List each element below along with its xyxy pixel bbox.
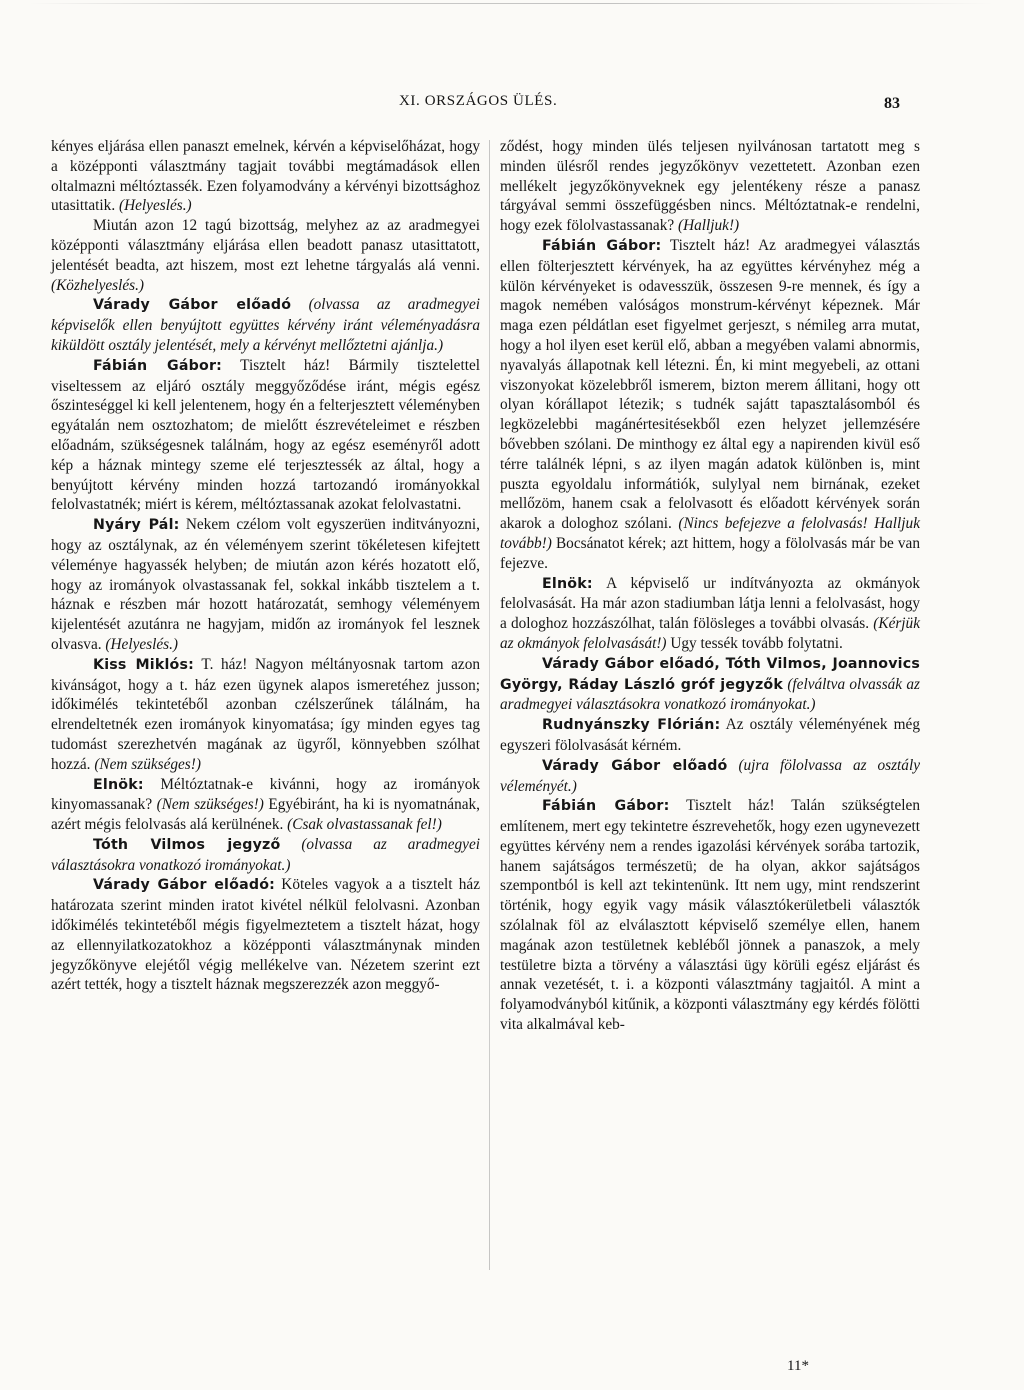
paragraph [51, 875, 480, 995]
speaker-name: Várady Gábor előadó: [93, 877, 276, 894]
paragraph [51, 137, 480, 216]
speech-text: Köteles vagyok a a tisztelt ház határozata szerint minden iratot kivétel nélkül felolvasni. Azonban időkimélés tekintetéből mégis figyelmeztetem a tisztelt házat, hogy az ellennyilatkozatokhoz a középponti választmánynak minden jegyzőkönyve elejétől végig mellékelve van. Nézetem szerint ezt azért tették, hogy a tisztelt háznak megszerezzék azon meggyő- [51, 876, 480, 994]
italic-remark: (Kérjük az okmányok felolvasását!) [500, 615, 920, 652]
speaker-name: Várady Gábor előadó [542, 757, 728, 774]
paragraph [500, 715, 920, 756]
paragraph [500, 796, 920, 1035]
speaker-name: Várady Gábor előadó [93, 297, 292, 314]
italic-remark: (Nem szükséges!) [94, 755, 201, 773]
speaker-name: Elnök: [93, 776, 144, 793]
italic-remark: (Helyeslés.) [105, 635, 179, 653]
right-column [500, 137, 920, 1035]
italic-remark: (olvassa az aradmegyei választásokra vonatkozó irományokat.) [51, 835, 480, 874]
paragraph [500, 756, 920, 797]
speech-text: Az osztály véleményének még egyszeri fölolvasását kérném. [500, 716, 920, 754]
speaker-name: Kiss Miklós: [93, 656, 195, 673]
speaker-name: Fábián Gábor: [542, 237, 662, 254]
speech-text: Tisztelt ház! Az aradmegyei választás ellen fölterjesztett kérvények, ha az együttes kérvényhez még a külön kérvényeket is odavesszük, összesen 9-re mennek, és így a magok nemében valóságos monstrum-kérvényt képeznek. Már maga ezen példátlan eset figyelmet gerjeszt, s némileg arra mutat, hogy a hol ilyen eset kerül elő, abban a megyében valami abnormis, nyavalyás állapotnak kell létezni. Én, ki mint megyebeli, az ottani viszonyokat közelebbről ismerem, bizton merem állitani, hogy ott olyan kórállapot létezik; s tudnék sajátt tapasztalásomból és legközelebbi magánértesitésekből ezen helyzet jellemzésére bővebben szólani. De minthogy ez által egy a napirenden kivül eső térre találnék lépni, s az ilyen magán adatok különben is, mint puszta egyoldalu informátiók, sulylyal nem birnának, ezeket mellőzöm, hanem csak a felolvasott és előadott kérvények során akarok a dologhoz szólani. [500, 236, 920, 533]
paragraph [51, 295, 480, 355]
signature-mark: 11* [787, 1358, 809, 1374]
paragraph [51, 356, 480, 515]
running-title: XI. ORSZÁGOS ÜLÉS. [399, 93, 558, 109]
paragraph [51, 515, 480, 655]
column-divider [489, 140, 490, 1270]
speech-text: T. ház! Nagyon méltányosnak tartom azon kivánságot, hogy a t. ház ezen ügynek alapos ismeretéhez jusson; időkimélés tekintetéből azonban czélszerűnek tálálnám, ha elrendeltetnék ezen irományok kinyomatása; így minden egyes tag tudomást szerezhetvén magának az ügyről, könnyebben szólhat hozzá. [51, 655, 480, 773]
speaker-name: Tóth Vilmos jegyző [93, 836, 281, 853]
paragraph [500, 236, 920, 574]
italic-remark: (ujra fölolvassa az osztály véleményét.) [500, 756, 920, 795]
speech-text: Tisztelt ház! Bármily tisztelettel viseltessem az eljáró osztály meggyőződése iránt, mégis egész őszinteséggel ki kell jelentenem, hogy én a felterjesztett véleményben egyátalán nem osztozhatom; de mielőtt észrevételeimet e részben előadnám, szükségesnek találnám, hogy az egész eseményről adott kép a háznak mintegy szeme elé terjesztessék az által, hogy a benyújtott kérvény minden hozzá tartozandó irományokkal felolvastatnék; miért is kérem, méltóztassanak azokat felolvastatni. [51, 356, 480, 514]
italic-remark: (olvassa az aradmegyei képviselők ellen benyújtott együttes kérvény iránt véleményadásra kiküldött osztály jelentését, mely a kérvényt mellőztetni ajánlja.) [51, 296, 480, 354]
speech-text: Nekem czélom volt egyszerüen inditványozni, hogy az osztálynak, az én véleményem szerint tökéletesen kifejtett véleménye hagyassék helyben; de miután azon kérés hozatott elő, hogy az irományok olvastassanak fel, sokkal inkább tisztelem a t. háznak e részben már hozott határozatát, semhogy véleményem kijelentését azutánra ne hagyjam, midőn az irományok fel lesznek olvasva. [51, 516, 480, 653]
speech-text: A képviselő ur indítványozta az okmányok felolvasását. Ha már azon stadiumban látja lenni a felolvasást, hogy a dologhoz hozzászólhat, talán fölösleges a további olvasás. [500, 574, 920, 633]
speech-text: ződést, hogy minden ülés teljesen nyilvánosan tartatott meg s minden ülésről rendes jegyzőkönyv vezettetett. Azonban ezen mellékelt jegyzőkönyveknek egy jelentékeny része a panasz tárgyával semmi összefüggésben nincs. Méltóztatnak-e rendelni, hogy ezek fölolvastassanak? [500, 138, 920, 235]
italic-remark: (Nem szükséges!) [156, 796, 264, 814]
paragraph [51, 775, 480, 835]
paragraph [500, 654, 920, 715]
speech-text: Tisztelt ház! Talán szükségtelen említenem, mert egy tekintetre észrevehetők, hogy ezen ugynevezett együttes kérvény nem a rendes igazolási kérvények sorába tartozik, hanem sajátságos természetü; de ha olyan, akkor sajátságos szempontból is kell azt tekintenünk. Itt nem ugy, mint rendszerint történik, hogy egyik vagy másik választókerületbeli választók szólalnak föl az elválasztott képviselő személye ellen, hanem magának azon testületnek kebléből jönnek a panaszok, a mely testületre bizta a törvény a választási ügy körüli egész eljárást és annak vezetését, t. i. a központi választmány tagjaitól. A mint a folyamodványból kitűnik, a központi választmány egy kérdés fölötti vita alkalmával keb- [500, 797, 920, 1034]
paragraph [500, 137, 920, 236]
speech-text: Miután azon 12 tagú bizottság, melyhez az az aradmegyei középponti választmány eljárása ellen beadott panasz utasittatott, jelentését beadta, azt hiszem, most ezt lehetne tárgyalás alá venni. [51, 217, 480, 274]
italic-remark: (Csak olvastassanak fel!) [287, 816, 442, 834]
speaker-name: Várady Gábor előadó, Tóth Vilmos, Joannovics György, Ráday László gróf jegyzők [500, 655, 920, 693]
page-number: 83 [884, 95, 900, 112]
paragraph [51, 216, 480, 295]
italic-remark: (felváltva olvassák az aradmegyei választásokra vonatkozó irományokat.) [500, 675, 920, 714]
left-column [51, 137, 480, 995]
speaker-name: Elnök: [542, 575, 593, 592]
paragraph [500, 574, 920, 654]
speech-text: kényes eljárása ellen panaszt emelnek, kérvén a képviselőházat, hogy a középponti választmány tagjait további megtámadások ellen oltalmazni méltóztassék. Ezen folyamodvány a kérvényi bizottsághoz utasittatik. [51, 138, 480, 215]
paragraph [51, 655, 480, 775]
speech-text: Ugy tessék tovább folytatni. [666, 634, 843, 652]
speech-text: Egyébiránt, ha ki is nyomatnának, azért mégis felolvasás alá kerülnének. [51, 796, 480, 834]
paragraph [51, 835, 480, 876]
italic-remark: (Helyeslés.) [118, 197, 192, 215]
italic-remark: (Halljuk!) [677, 217, 740, 235]
speaker-name: Rudnyánszky Flórián: [542, 717, 721, 734]
scan-edge-rule [30, 3, 994, 4]
italic-remark: (Közhelyeslés.) [51, 276, 145, 294]
speaker-name: Nyáry Pál: [93, 517, 180, 534]
speaker-name: Fábián Gábor: [542, 798, 670, 815]
italic-remark: (Nincs befejezve a felolvasás! Halljuk tovább!) [500, 515, 920, 552]
running-header [0, 93, 1024, 115]
speech-text: Bocsánatot kérek; azt hittem, hogy a fölolvasás már be van fejezve. [500, 534, 920, 572]
speech-text: Méltóztatnak-e kivánni, hogy az irományok kinyomassanak? [51, 775, 480, 814]
speaker-name: Fábián Gábor: [93, 357, 223, 374]
